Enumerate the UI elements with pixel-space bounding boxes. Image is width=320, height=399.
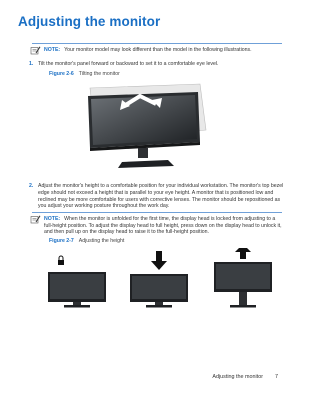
figure-caption: Tilting the monitor: [78, 71, 120, 77]
figure-label: Figure 2-7: [49, 238, 74, 244]
note-2: [32, 212, 282, 236]
note-1: [32, 43, 282, 54]
footer-section-title: Adjusting the monitor: [212, 374, 263, 380]
note-text: When the monitor is unfolded for the first time, the display head is locked from adjusting to a full-height position. To adjust the display head to full height, press down on the display head to unlock it, and then pull up on the display head to raise it to the full-height position.: [44, 216, 282, 236]
figure-caption-2-7: [49, 238, 124, 244]
arrow-down-icon: [151, 251, 167, 270]
monitor-locked: [48, 272, 106, 308]
monitor-raised: [214, 262, 272, 308]
step-2: [29, 183, 284, 210]
figure-caption-2-6: [49, 71, 120, 77]
page-number: 7: [275, 374, 278, 380]
page-title: Adjusting the monitor: [18, 14, 161, 29]
step-number: 2.: [29, 183, 34, 189]
figure-label: Figure 2-6: [49, 71, 74, 77]
step-1: [29, 61, 284, 68]
step-text: Tilt the monitor's panel forward or backward to set it to a comfortable eye level.: [38, 61, 219, 67]
tilt-illustration: [80, 82, 210, 173]
note-label: NOTE:: [44, 216, 61, 222]
height-adjust-illustration: [46, 248, 278, 313]
lock-icon: [58, 256, 64, 265]
note-icon: [30, 215, 41, 227]
figure-caption: Adjusting the height: [78, 238, 125, 244]
note-icon: [30, 46, 41, 58]
step-number: 1.: [29, 61, 34, 67]
note-label: NOTE:: [44, 47, 61, 53]
step-text: Adjust the monitor's height to a comfortable position for your individual workstation. The monitor's top bezel edge should not exceed a height that is parallel to your eye height. A monitor that is positioned low and reclined may be more comfortable for users with corrective lenses. The monitor should be repositioned as you adjust your working posture throughout the work day.: [38, 183, 284, 210]
page-footer: [212, 374, 278, 380]
monitor-press-down: [130, 274, 188, 308]
arrow-up-icon: [235, 248, 251, 259]
note-text: Your monitor model may look different than the model in the following illustrations.: [64, 47, 252, 53]
